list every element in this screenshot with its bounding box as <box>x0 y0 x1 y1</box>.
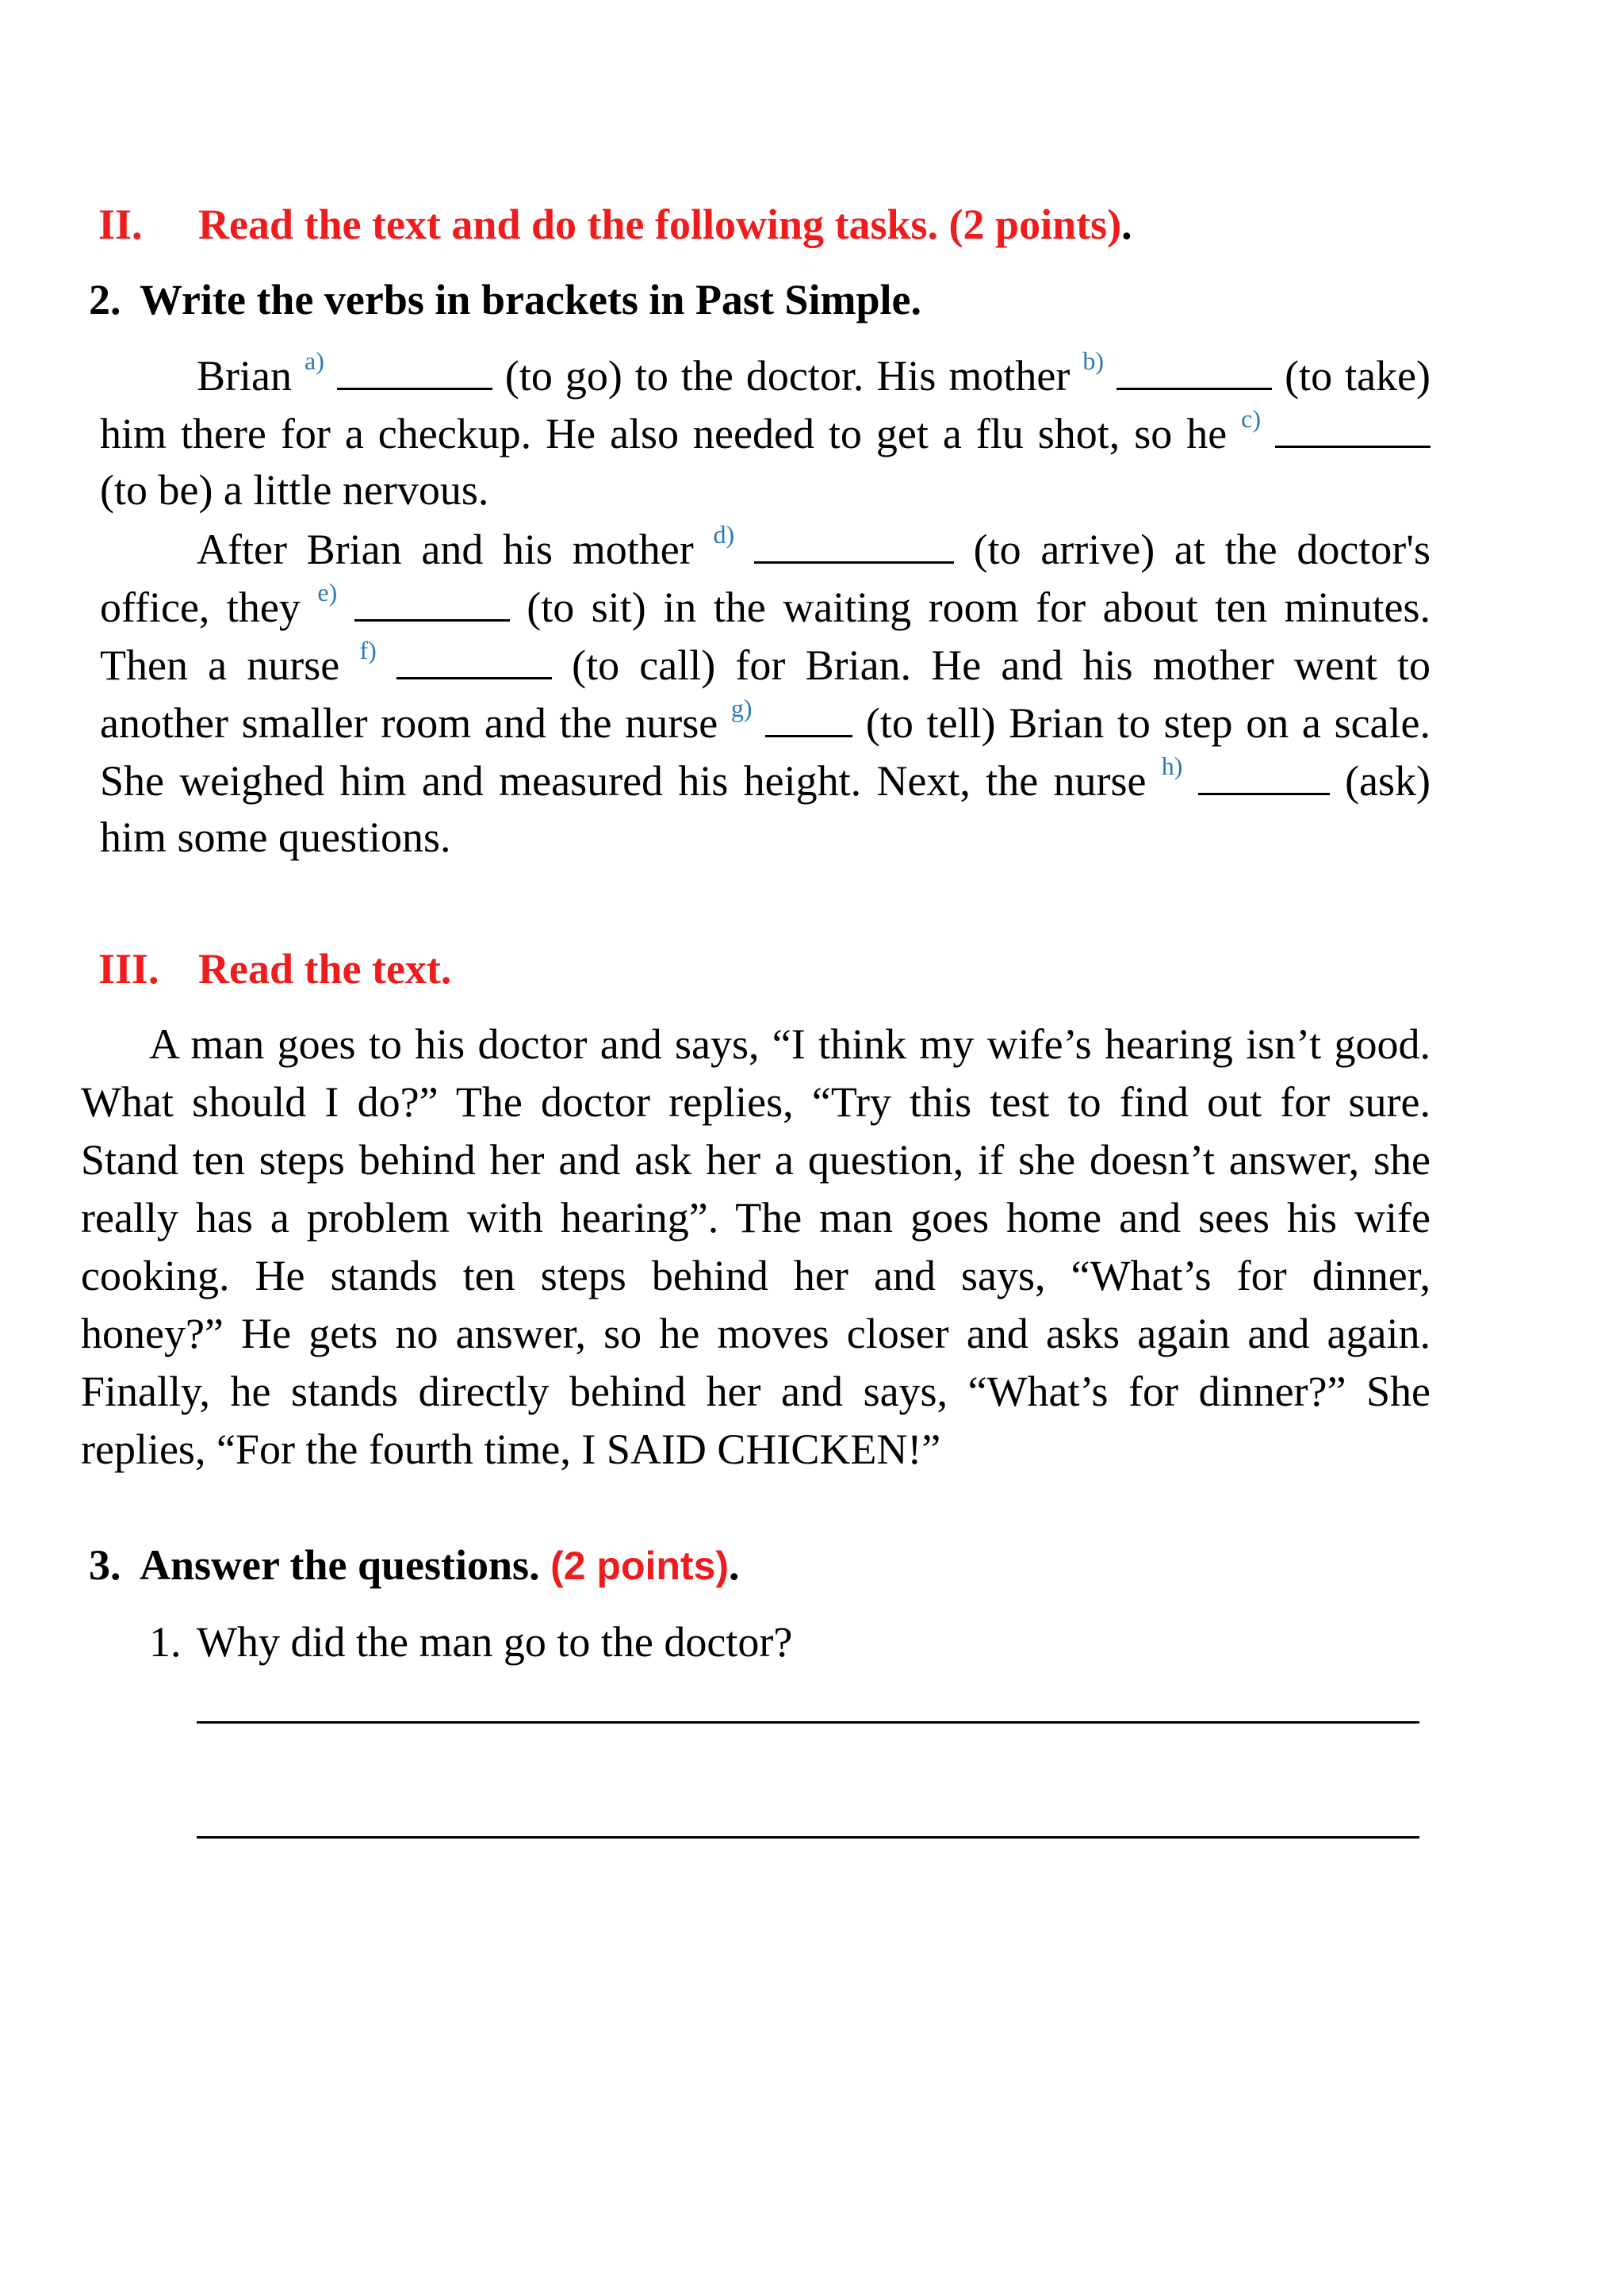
task-3-instruction <box>89 1537 740 1594</box>
section-2-title: Read the text and do the following tasks. (2 points) <box>198 201 1122 248</box>
gap-label-e: e) <box>317 578 338 607</box>
gap-text-line-1: Brian $^{a)}$ (to go) to the doctor. His mother $^{b)}$ (to take) <box>197 346 1431 400</box>
section-2-title-end: . <box>1121 201 1132 248</box>
gap-e-blank[interactable] <box>354 578 510 622</box>
gap-text-line-4: After Brian and his mother $^{d)}$ (to arrive) at the doctor's <box>197 520 1431 573</box>
section-3-title: Read the text. <box>198 945 452 993</box>
question-1 <box>149 1614 792 1670</box>
section-3-heading <box>98 941 451 997</box>
story-line-3: Stand ten steps behind her and ask her a question, if she doesn’t answer, she <box>81 1136 1431 1184</box>
task-2-text: Write the verbs in brackets in Past Simple. <box>140 276 921 323</box>
story-line-1: A man goes to his doctor and says, “I think my wife’s hearing isn’t good. <box>149 1020 1431 1068</box>
task-2-instruction <box>89 272 921 327</box>
answer-line-1[interactable] <box>197 1721 1419 1724</box>
story-line-4: really has a problem with hearing”. The man goes home and sees his wife <box>81 1194 1431 1242</box>
gap-label-a: a) <box>304 346 324 375</box>
gap-text-line-8: She weighed him and measured his height. Next, the nurse $^{h)}$ (ask) <box>100 752 1431 805</box>
task-3-text: Answer the questions. <box>140 1541 540 1589</box>
question-1-text: Why did the man go to the doctor? <box>197 1618 793 1666</box>
gap-label-g: g) <box>730 694 753 722</box>
gap-b-blank[interactable] <box>1116 346 1272 390</box>
gap-text-line-2: him there for a checkup. He also needed to get a flu shot, so he $^{c)}$ <box>100 404 1431 461</box>
gap-label-b: b) <box>1082 346 1105 375</box>
story-line-8: replies, “For the fourth time, I SAID CHICKEN!” <box>81 1425 941 1473</box>
gap-d-blank[interactable] <box>754 520 954 564</box>
gap-label-h: h) <box>1161 752 1183 780</box>
task-3-points: (2 points) <box>550 1544 730 1588</box>
gap-label-f: f) <box>359 636 377 664</box>
gap-label-c: c) <box>1241 404 1262 433</box>
gap-text-line-6: Then a nurse $^{f)}$ (to call) for Brian. He and his mother went to <box>100 636 1431 689</box>
story-line-2: What should I do?” The doctor replies, “Try this test to find out for sure. <box>81 1078 1431 1126</box>
story-line-6: honey?” He gets no answer, so he moves closer and asks again and again. <box>81 1310 1431 1357</box>
story-line-5: cooking. He stands ten steps behind her and says, “What’s for dinner, <box>81 1252 1431 1299</box>
answer-line-2[interactable] <box>197 1836 1419 1839</box>
gap-text-line-9: him some questions. <box>100 813 451 861</box>
gap-c-blank[interactable] <box>1275 404 1431 448</box>
gap-label-d: d) <box>713 520 735 549</box>
task-2-number: 2. <box>89 276 121 323</box>
gap-a-blank[interactable] <box>337 346 492 390</box>
gap-g-blank[interactable] <box>765 694 852 737</box>
section-3-number: III. <box>98 945 159 993</box>
task-3-number: 3. <box>89 1541 121 1589</box>
story-line-7: Finally, he stands directly behind her and says, “What’s for dinner?” She <box>81 1368 1431 1415</box>
gap-text-line-5: office, they $^{e)}$ (to sit) in the waiting room for about ten minutes. <box>100 578 1431 631</box>
gap-text-line-3: (to be) a little nervous. <box>100 466 489 514</box>
section-2-number: II. <box>98 201 143 248</box>
section-2-heading <box>98 197 1132 252</box>
task-3-end: . <box>729 1541 740 1589</box>
gap-f-blank[interactable] <box>396 636 552 679</box>
gap-text-line-7: another smaller room and the nurse $^{g)}$ (to tell) Brian to step on a scale. <box>100 694 1431 747</box>
gap-h-blank[interactable] <box>1198 752 1330 795</box>
question-1-number: 1. <box>149 1618 182 1666</box>
